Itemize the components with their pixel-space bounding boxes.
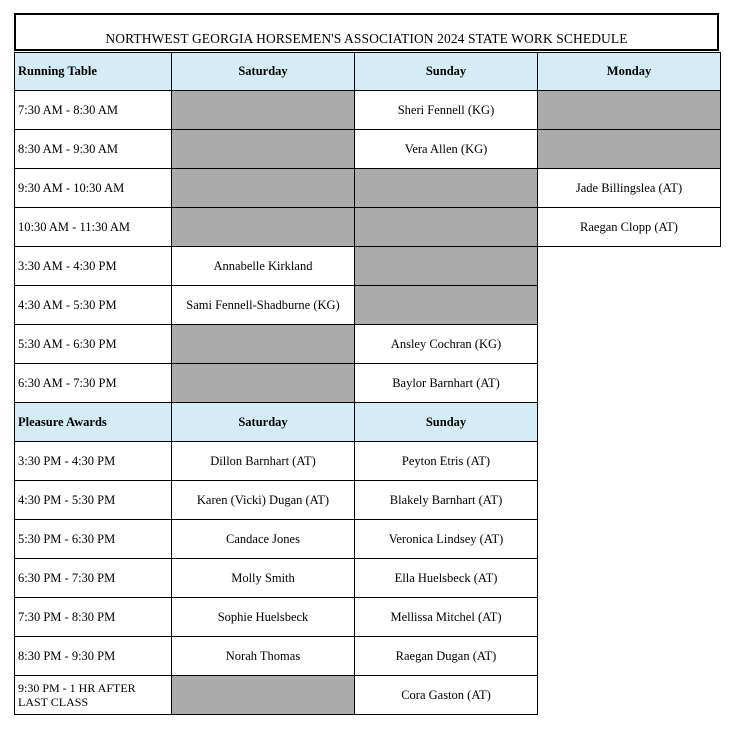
worker-cell: Raegan Clopp (AT) [537,207,721,247]
header-saturday: Saturday [171,402,355,442]
worker-cell: Raegan Dugan (AT) [354,636,538,676]
worker-cell: Blakely Barnhart (AT) [354,480,538,520]
worker-cell: Dillon Barnhart (AT) [171,441,355,481]
blocked-cell [171,324,355,364]
time-cell: 8:30 AM - 9:30 AM [14,129,172,169]
time-cell: 6:30 AM - 7:30 PM [14,363,172,403]
pleasure-awards-header: Pleasure Awards [14,402,172,442]
time-line: 9:30 PM - 1 HR AFTER [18,681,136,695]
blocked-cell [354,168,538,208]
time-cell: 8:30 PM - 9:30 PM [14,636,172,676]
worker-cell: Mellissa Mitchel (AT) [354,597,538,637]
worker-cell: Baylor Barnhart (AT) [354,363,538,403]
worker-cell: Vera Allen (KG) [354,129,538,169]
worker-cell: Sophie Huelsbeck [171,597,355,637]
blocked-cell [537,129,721,169]
time-cell: 7:30 PM - 8:30 PM [14,597,172,637]
worker-cell: Sami Fennell-Shadburne (KG) [171,285,355,325]
blocked-cell [171,168,355,208]
running-table-header: Running Table [14,52,172,91]
time-cell: 3:30 AM - 4:30 PM [14,246,172,286]
time-cell: 6:30 PM - 7:30 PM [14,558,172,598]
time-cell: 5:30 PM - 6:30 PM [14,519,172,559]
time-cell [14,675,172,715]
blocked-cell [171,207,355,247]
worker-cell: Annabelle Kirkland [171,246,355,286]
time-cell: 4:30 AM - 5:30 PM [14,285,172,325]
header-saturday: Saturday [171,52,355,91]
worker-cell: Molly Smith [171,558,355,598]
worker-cell: Sheri Fennell (KG) [354,90,538,130]
schedule-title: NORTHWEST GEORGIA HORSEMEN'S ASSOCIATION 2024 STATE WORK SCHEDULE [14,13,719,51]
blocked-cell [171,90,355,130]
worker-cell: Ella Huelsbeck (AT) [354,558,538,598]
time-cell: 5:30 AM - 6:30 PM [14,324,172,364]
blocked-cell [537,90,721,130]
worker-cell: Ansley Cochran (KG) [354,324,538,364]
header-sunday: Sunday [354,402,538,442]
time-cell: 4:30 PM - 5:30 PM [14,480,172,520]
worker-cell: Candace Jones [171,519,355,559]
blocked-cell [354,285,538,325]
header-sunday: Sunday [354,52,538,91]
blocked-cell [171,675,355,715]
worker-cell: Peyton Etris (AT) [354,441,538,481]
time-cell: 9:30 AM - 10:30 AM [14,168,172,208]
blocked-cell [171,363,355,403]
worker-cell: Cora Gaston (AT) [354,675,538,715]
worker-cell: Karen (Vicki) Dugan (AT) [171,480,355,520]
worker-cell: Veronica Lindsey (AT) [354,519,538,559]
worker-cell: Jade Billingslea (AT) [537,168,721,208]
time-line: LAST CLASS [18,695,89,709]
time-cell: 3:30 PM - 4:30 PM [14,441,172,481]
blocked-cell [171,129,355,169]
blocked-cell [354,207,538,247]
time-cell: 10:30 AM - 11:30 AM [14,207,172,247]
worker-cell: Norah Thomas [171,636,355,676]
blocked-cell [354,246,538,286]
time-cell: 7:30 AM - 8:30 AM [14,90,172,130]
header-monday: Monday [537,52,721,91]
